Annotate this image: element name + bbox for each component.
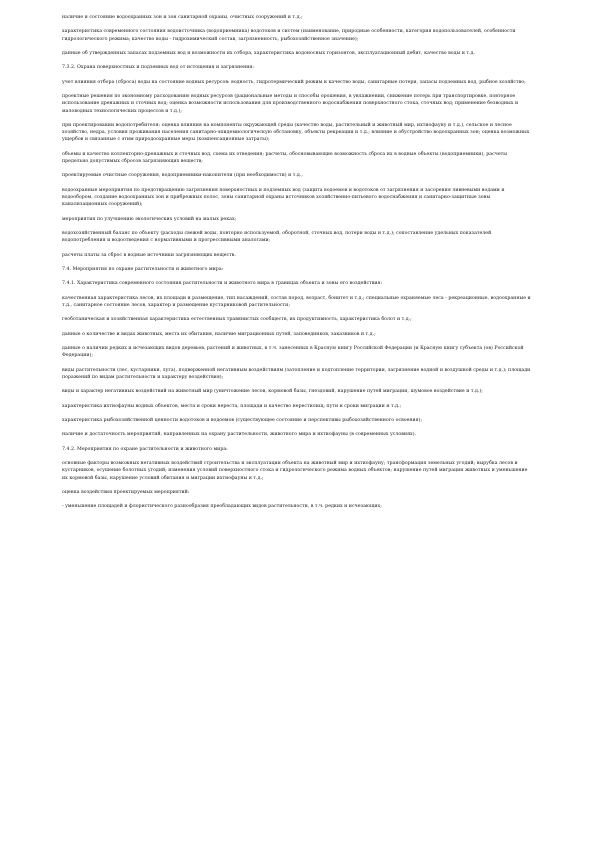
- paragraph-water-zones-state: наличие и состояние водоохранных зон и зон санитарной охраны, очистных сооружений и т.д.;: [62, 15, 303, 20]
- paragraph-water-protection-measures: водоохранные мероприятия по предотвращению загрязнения поверхностных и подземных вод (защита водоемов и водотоков от загрязнения и засорения ливневыми водами и водообором, создание водоохранных зон и прибрежных полос, зоны санитарной охраны источников хозяйственно-питьевого водоснабжения и санитарно-защитные зоны канализационных сооружений);: [62, 187, 505, 208]
- section-heading-7-4-2: 7.4.2. Мероприятия по охране растительности и животного мира:: [62, 446, 228, 452]
- paragraph-water-source-characteristics: характеристика современного состояния водоисточника (водоприемника) водотоков и систем (наименование, природные особенности, категория водопользователей, особенности гидрологического режима; качество воды - гидрохимический состав, загрязненность, рыбохозяйственное значение);: [62, 29, 516, 42]
- section-heading-7-4: 7.4. Мероприятия по охране растительности и животного мира:: [62, 266, 224, 272]
- paragraph-economical-water-use: проектные решения по экономному расходованию водных ресурсов (рациональные методы и способы орошения, в увлажнении, снижение потерь при транспортировке, повторное использование дренажных и сточных вод; оценка возможности использования для производственного водоснабжения поверхностного стока, сточных вод; применение безводных и маловодных технологических процессов и т.д.);: [62, 94, 519, 114]
- paragraph-geobotanical: геоботаническая и хозяйственная характеристика естественных травянистых сообществ, их продуктивность, характеристика болот и т.д.;: [62, 317, 412, 323]
- paragraph-forest-characteristics: качественная характеристика лесов, их площади и размещение, тип насаждений, состав пород, возраст, бонитет и т.д.; специальные охраняемые леса - рекреационные, водоохранные и т.д., санитарное состояние лесов, характер и размещение кустарниковой растительности;: [62, 295, 531, 308]
- paragraph-discharge-fees: расчеты платы за сброс в водные источники загрязняющих веществ.: [62, 252, 236, 258]
- paragraph-animal-data: данные о количестве и видах животных, места их обитания, наличие миграционных путей, заповедников, заказников и т.д.;: [62, 331, 376, 337]
- paragraph-withdrawal-influence: учет влияния отбора (сброса) воды на состояние водных ресурсов: водность, гидротермический режим и качество воды, санитарные потери, запасы подземных вод, рыбное хозяйство;: [62, 79, 526, 85]
- paragraph-water-consumer-design: при проектировании водопотребителя: оценка влияния на компоненты окружающей среды (качество воды, растительный и животный мир, ихтиофауну и т.д.), сельское и лесное хозяйство, недра, условия проживания населения санитарно-эпидемиологическую обстановку, объекты рекреации и т.д.; влияние и обустройство водоохранных зон; оценка возможных ущербов и связанные с этим природоохранные меры (компенсационные затраты);: [62, 122, 530, 143]
- paragraph-rare-species: данные о наличии редких и исчезающих видов деревьев, растений и животных, в т.ч. занесенных в Красную книгу Российской Федерации (и Красную книгу субъекта (ов) Российской Федерации);: [62, 346, 524, 359]
- paragraph-animal-impacts: виды и характер негативных воздействий на животный мир (уничтожение лесов, кормовой базы, гнездовий, нарушение путей миграции, шумовое воздействие и т.д.);: [62, 389, 483, 395]
- paragraph-water-balance: водохозяйственный баланс по объекту (расходы свежей воды, повторно используемой, оборотной, сточных вод, потери воды и т.д.); сопоставление удельных показателей водопотребления и водоотведения с нормативными и прогрессивными аналогами;: [62, 230, 492, 244]
- paragraph-impact-assessment: оценка воздействия проектируемых мероприятий:: [62, 490, 190, 495]
- paragraph-small-rivers: мероприятия по улучшению экологических условий на малых реках;: [62, 216, 237, 222]
- section-heading-7-3-2: 7.3.2. Охрана поверхностных и подземных вод от истощения и загрязнения:: [62, 65, 254, 71]
- paragraph-vegetation-types: виды растительности (лес, кустарники, луга), подверженной негативным воздействиям (затопление и подтопление территории, загрязнение водной и воздушной среды и т.д.); площади поражений по видам растительности и характеру воздействия);: [62, 367, 531, 380]
- paragraph-measures-sufficiency: наличие и достаточность мероприятий, направленных на охрану растительности, животного мира и ихтиофауны (в современных условиях).: [62, 432, 417, 438]
- paragraph-groundwater-reserves: данные об утвержденных запасах подземных вод и возможности их отбора, характеристика водоносных горизонтов, эксплуатационный дебит, качество воды и т.д.: [62, 50, 475, 56]
- paragraph-fishery-value: характеристика рыбохозяйственной ценности водотоков и водоемов (существующее состояние и перспективы рыбохозяйственного освоения);: [62, 418, 423, 424]
- paragraph-ichthyofauna: характеристика ихтиофауны водных объектов, места и сроки нереста, площади и качество нерестилищ; пути и сроки миграции и т.д.;: [62, 403, 402, 409]
- paragraph-area-reduction: - уменьшение площадей и флористического разнообразия преобладающих видов растительности, в т.ч. редких и исчезающих;: [62, 504, 382, 510]
- paragraph-negative-factors: основные факторы возможных негативных воздействий строительства и эксплуатации объекта на животный мир и ихтиофауну; трансформация земельных угодий; вырубка лесов и кустарников, осушение болотных угодий; изменения условий поверхностного стока и гидрологического режима водных объектов; нарушение путей миграции животных и уменьшение их кормовой базы, нарушение условий обитания и миграции ихтиофауны и т.д.;: [62, 461, 528, 481]
- paragraph-treatment-facilities: проектируемые очистные сооружения, водоприемники-накопители (при необходимости) и т.д.,: [62, 173, 303, 179]
- paragraph-drainage-volumes: объемы и качество коллекторно-дренажных и сточных вод, схема их отведения; расчеты, обосновывающие возможность сброса их в водные объекты (водоприемники), расчеты предельно допустимых сбросов загрязняющих веществ;: [62, 151, 508, 164]
- section-heading-7-4-1: 7.4.1. Характеристика современного состояния растительности и животного мира в границах объекта и зоны его воздействия:: [62, 281, 383, 287]
